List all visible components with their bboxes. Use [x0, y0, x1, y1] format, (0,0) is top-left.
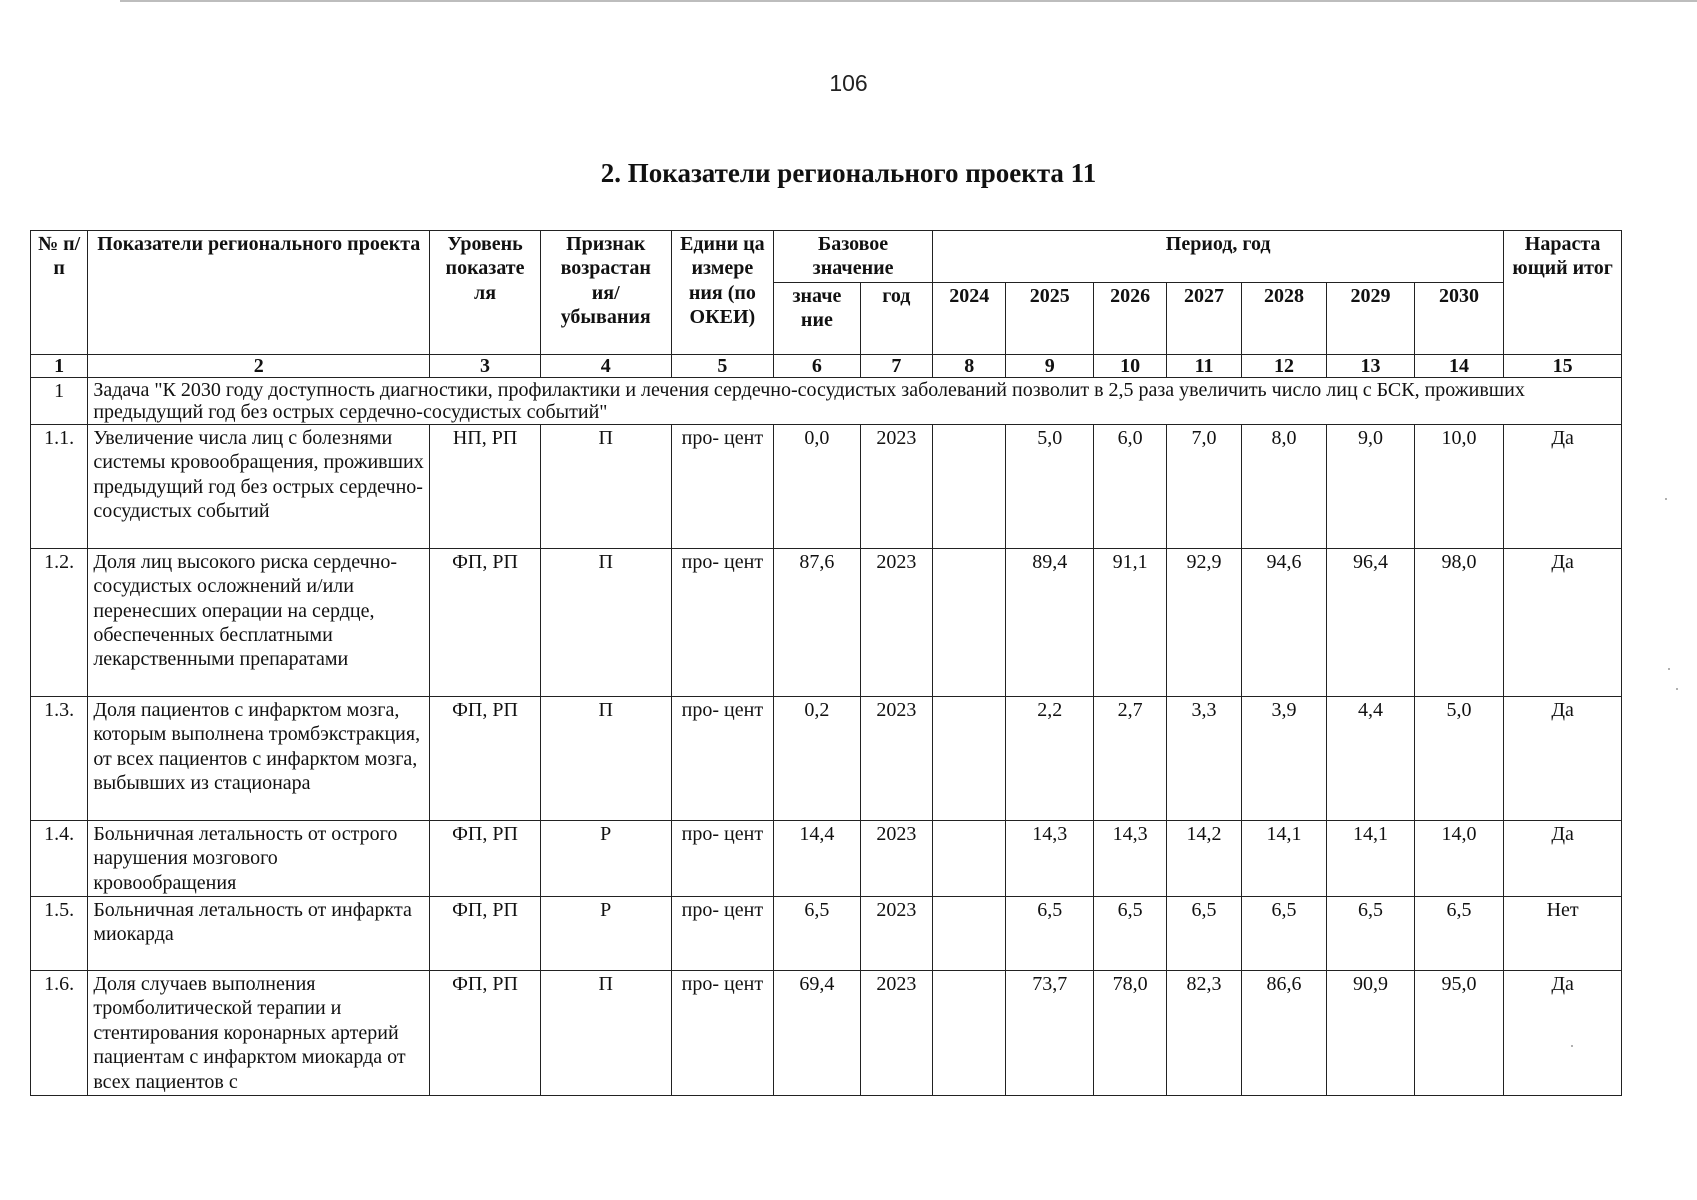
column-number: 3 [430, 354, 541, 377]
row-value: 14,2 [1167, 820, 1241, 896]
header-year: 2030 [1414, 282, 1504, 354]
row-value: 9,0 [1327, 424, 1414, 548]
row-value [933, 820, 1006, 896]
column-number: 12 [1241, 354, 1326, 377]
row-value: 6,5 [1093, 896, 1166, 970]
column-number: 8 [933, 354, 1006, 377]
header-row-top [31, 231, 1622, 283]
row-cumulative: Да [1504, 424, 1622, 548]
row-sign: Р [540, 820, 671, 896]
row-base-year: 2023 [860, 820, 932, 896]
row-base-year: 2023 [860, 424, 932, 548]
row-sign: П [540, 696, 671, 820]
row-value: 6,5 [1006, 896, 1093, 970]
row-num: 1.5. [31, 896, 88, 970]
page-title: 2. Показатели регионального проекта 11 [600, 158, 1097, 188]
header-level: Уровень показате ля [430, 231, 541, 355]
header-year: 2029 [1327, 282, 1414, 354]
table-row [31, 548, 1622, 696]
header-year: 2028 [1241, 282, 1326, 354]
row-name: Доля лиц высокого риска сердечно-сосудистых осложнений и/или перенесших операции на сердце, обеспеченных бесплатными лекарственными препаратами [88, 548, 430, 696]
row-num: 1.4. [31, 820, 88, 896]
header-base-year: год [860, 282, 932, 354]
row-unit: про- цент [671, 896, 774, 970]
table-row [31, 820, 1622, 896]
row-base-value: 6,5 [774, 896, 860, 970]
row-sign: П [540, 424, 671, 548]
row-value: 6,5 [1167, 896, 1241, 970]
row-value: 14,3 [1006, 820, 1093, 896]
row-value: 6,5 [1241, 896, 1326, 970]
row-value: 6,5 [1327, 896, 1414, 970]
header-sign: Признак возрастан ия/ убывания [540, 231, 671, 355]
header-unit: Едини ца измере ния (по ОКЕИ) [671, 231, 774, 355]
row-base-value: 0,2 [774, 696, 860, 820]
row-unit: про- цент [671, 970, 774, 1095]
header-base-value: значе ние [774, 282, 860, 354]
scan-speck [1668, 668, 1670, 670]
column-number: 7 [860, 354, 932, 377]
row-name: Доля пациентов с инфарктом мозга, которым выполнена тромбэкстракция, от всех пациентов с инфарктом мозга, выбывших из стационара [88, 696, 430, 820]
column-number: 1 [31, 354, 88, 377]
row-sign: П [540, 970, 671, 1095]
indicators-table [30, 230, 1622, 1096]
row-base-year: 2023 [860, 896, 932, 970]
row-level: ФП, РП [430, 696, 541, 820]
row-value: 90,9 [1327, 970, 1414, 1095]
row-value: 94,6 [1241, 548, 1326, 696]
row-value: 8,0 [1241, 424, 1326, 548]
scan-top-rule [120, 0, 1697, 2]
row-num: 1.3. [31, 696, 88, 820]
row-name: Больничная летальность от инфаркта миокарда [88, 896, 430, 970]
column-number: 9 [1006, 354, 1093, 377]
row-name: Увеличение числа лиц с болезнями системы кровообращения, проживших предыдущий год без острых сердечно-сосудистых событий [88, 424, 430, 548]
row-level: ФП, РП [430, 970, 541, 1095]
scan-speck [1665, 498, 1667, 500]
header-base: Базовое значение [774, 231, 933, 283]
header-name: Показатели регионального проекта [88, 231, 430, 355]
scan-speck [1676, 688, 1678, 690]
task-row [31, 377, 1622, 424]
row-value: 3,9 [1241, 696, 1326, 820]
column-number: 2 [88, 354, 430, 377]
row-level: НП, РП [430, 424, 541, 548]
row-cumulative: Да [1504, 820, 1622, 896]
header-year: 2025 [1006, 282, 1093, 354]
row-value: 2,7 [1093, 696, 1166, 820]
column-number: 13 [1327, 354, 1414, 377]
row-value [933, 548, 1006, 696]
row-value: 91,1 [1093, 548, 1166, 696]
row-name: Доля случаев выполнения тромболитической терапии и стентирования коронарных артерий пациентам с инфарктом миокарда от всех пациентов с [88, 970, 430, 1095]
row-value: 2,2 [1006, 696, 1093, 820]
page-number: 106 [829, 70, 868, 96]
header-cumulative: Нараста ющий итог [1504, 231, 1622, 355]
row-level: ФП, РП [430, 820, 541, 896]
row-value: 98,0 [1414, 548, 1504, 696]
task-text: Задача "К 2030 году доступность диагностики, профилактики и лечения сердечно-сосудистых заболеваний позволит в 2,5 раза увеличить число лиц с БСК, проживших предыдущий год без острых сердечно-сосудистых событий" [88, 377, 1622, 424]
row-level: ФП, РП [430, 896, 541, 970]
header-year: 2027 [1167, 282, 1241, 354]
row-base-value: 69,4 [774, 970, 860, 1095]
column-numbers-row [31, 354, 1622, 377]
row-num: 1.2. [31, 548, 88, 696]
scan-speck [1571, 1045, 1573, 1047]
row-value: 86,6 [1241, 970, 1326, 1095]
row-value: 10,0 [1414, 424, 1504, 548]
row-value: 14,3 [1093, 820, 1166, 896]
row-name: Больничная летальность от острого нарушения мозгового кровообращения [88, 820, 430, 896]
row-value [933, 896, 1006, 970]
row-base-value: 14,4 [774, 820, 860, 896]
row-value: 14,0 [1414, 820, 1504, 896]
row-base-value: 87,6 [774, 548, 860, 696]
header-year: 2024 [933, 282, 1006, 354]
header-num: № п/п [31, 231, 88, 355]
row-cumulative: Да [1504, 548, 1622, 696]
row-value: 7,0 [1167, 424, 1241, 548]
row-value: 89,4 [1006, 548, 1093, 696]
row-cumulative: Да [1504, 696, 1622, 820]
row-base-value: 0,0 [774, 424, 860, 548]
row-value: 95,0 [1414, 970, 1504, 1095]
column-number: 14 [1414, 354, 1504, 377]
row-value: 92,9 [1167, 548, 1241, 696]
task-num: 1 [31, 377, 88, 424]
table-row [31, 696, 1622, 820]
row-num: 1.1. [31, 424, 88, 548]
row-value: 14,1 [1327, 820, 1414, 896]
column-number: 15 [1504, 354, 1622, 377]
table-row [31, 424, 1622, 548]
row-level: ФП, РП [430, 548, 541, 696]
row-unit: про- цент [671, 696, 774, 820]
row-value: 5,0 [1006, 424, 1093, 548]
row-base-year: 2023 [860, 696, 932, 820]
row-unit: про- цент [671, 820, 774, 896]
row-value: 6,0 [1093, 424, 1166, 548]
row-value: 82,3 [1167, 970, 1241, 1095]
column-number: 4 [540, 354, 671, 377]
row-num: 1.6. [31, 970, 88, 1095]
row-cumulative: Да [1504, 970, 1622, 1095]
column-number: 11 [1167, 354, 1241, 377]
column-number: 6 [774, 354, 860, 377]
header-year: 2026 [1093, 282, 1166, 354]
row-value: 78,0 [1093, 970, 1166, 1095]
header-period: Период, год [933, 231, 1504, 283]
row-sign: Р [540, 896, 671, 970]
table-row [31, 896, 1622, 970]
row-value: 96,4 [1327, 548, 1414, 696]
row-unit: про- цент [671, 548, 774, 696]
row-value: 73,7 [1006, 970, 1093, 1095]
row-value [933, 424, 1006, 548]
row-value [933, 696, 1006, 820]
row-sign: П [540, 548, 671, 696]
table-row [31, 970, 1622, 1095]
row-unit: про- цент [671, 424, 774, 548]
row-cumulative: Нет [1504, 896, 1622, 970]
row-value: 5,0 [1414, 696, 1504, 820]
row-value: 4,4 [1327, 696, 1414, 820]
row-value [933, 970, 1006, 1095]
column-number: 5 [671, 354, 774, 377]
row-base-year: 2023 [860, 970, 932, 1095]
row-value: 14,1 [1241, 820, 1326, 896]
row-value: 3,3 [1167, 696, 1241, 820]
column-number: 10 [1093, 354, 1166, 377]
row-base-year: 2023 [860, 548, 932, 696]
row-value: 6,5 [1414, 896, 1504, 970]
